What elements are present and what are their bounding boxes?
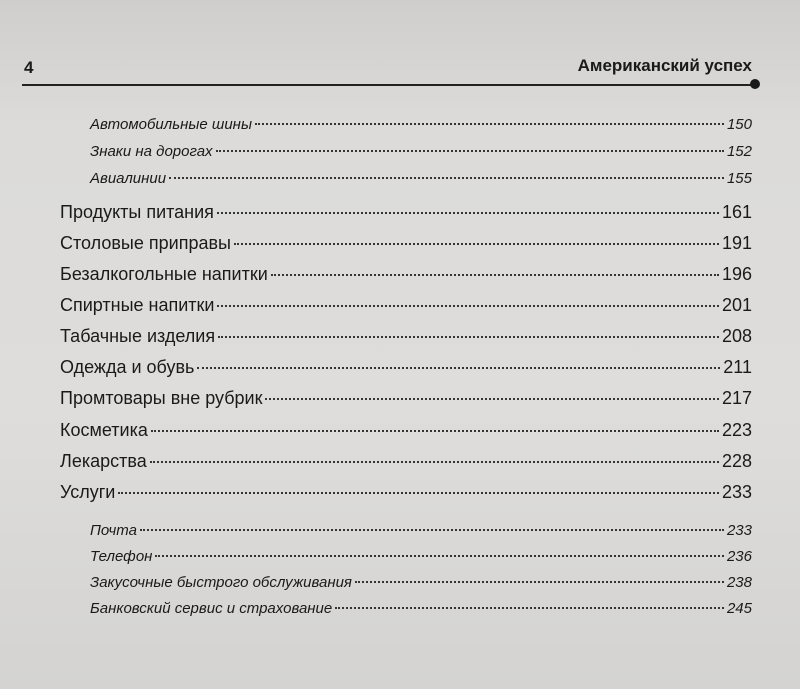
toc-subentry — [90, 143, 752, 160]
toc-entry-title: Косметика — [60, 420, 148, 440]
dot-leader — [255, 123, 724, 125]
page-number: 4 — [24, 58, 34, 77]
toc-entry-page: 208 — [721, 326, 752, 346]
toc-entry-title: Авиалинии — [90, 170, 167, 187]
toc-subentry — [90, 600, 752, 617]
toc-subentry — [90, 170, 752, 187]
toc-entry-title: Почта — [90, 522, 137, 539]
dot-leader — [271, 274, 719, 276]
toc-entry-page: 228 — [721, 451, 752, 471]
toc-entry-page: 211 — [723, 357, 752, 377]
toc-entry — [60, 295, 752, 316]
toc-entry-page: 150 — [726, 116, 752, 133]
toc-entry-page: 233 — [721, 482, 752, 502]
dot-leader — [118, 492, 719, 494]
running-title: Американский успех — [577, 56, 752, 75]
toc-entry-title: Столовые приправы — [60, 233, 231, 253]
toc-entry — [60, 326, 752, 347]
toc-entry — [60, 357, 752, 378]
dot-leader — [140, 529, 724, 531]
toc-entry-title: Автомобильные шины — [90, 116, 252, 133]
toc-entry-page: 236 — [726, 548, 752, 565]
dot-leader — [197, 367, 720, 369]
toc-entry-title: Спиртные напитки — [60, 295, 215, 315]
toc-entry-page: 245 — [726, 600, 752, 617]
toc-entry — [60, 482, 752, 503]
toc-entry-title: Банковский сервис и страхование — [90, 600, 333, 617]
toc-entry — [60, 420, 752, 441]
toc-entry-page: 191 — [721, 233, 752, 253]
toc-entry — [60, 233, 752, 254]
toc-entry-title: Промтовары вне рубрик — [60, 388, 263, 408]
toc-subentry — [90, 522, 752, 539]
toc-entry-title: Безалкогольные напитки — [60, 264, 268, 284]
toc-entry-title: Услуги — [60, 482, 116, 502]
toc-entry-page: 233 — [726, 522, 752, 539]
toc-entry-page: 196 — [721, 264, 752, 284]
dot-leader — [217, 212, 719, 214]
toc-entry — [60, 388, 752, 409]
toc-entry-page: 238 — [726, 574, 752, 591]
dot-leader — [218, 336, 719, 338]
toc-entry-title: Закусочные быстрого обслуживания — [90, 574, 352, 591]
toc-subentry — [90, 574, 752, 591]
toc-subentry — [90, 548, 752, 565]
dot-leader — [234, 243, 719, 245]
toc-entry-title: Одежда и обувь — [60, 357, 195, 377]
toc-entry-page: 161 — [721, 202, 752, 222]
dot-leader — [151, 430, 719, 432]
toc-entry — [60, 264, 752, 285]
toc-entry-page: 152 — [726, 143, 752, 160]
toc-entry-page: 155 — [726, 170, 752, 187]
toc-entry-page: 217 — [721, 388, 752, 408]
toc-entry-title: Лекарства — [60, 451, 147, 471]
toc-entry-page: 223 — [721, 420, 752, 440]
toc-entry — [60, 202, 752, 223]
dot-leader — [155, 555, 724, 557]
dot-leader — [169, 177, 724, 179]
toc-subentry — [90, 116, 752, 133]
toc-entry-title: Табачные изделия — [60, 326, 216, 346]
dot-leader — [335, 607, 724, 609]
dot-leader — [265, 398, 718, 400]
toc-entry-title: Знаки на дорогах — [90, 143, 213, 160]
toc-entry-title: Телефон — [90, 548, 153, 565]
dot-leader — [217, 305, 718, 307]
toc-entry-title: Продукты питания — [60, 202, 214, 222]
toc-entry-page: 201 — [721, 295, 752, 315]
dot-leader — [355, 581, 724, 583]
toc-entry — [60, 451, 752, 472]
dot-leader — [216, 150, 724, 152]
dot-leader — [150, 461, 719, 463]
